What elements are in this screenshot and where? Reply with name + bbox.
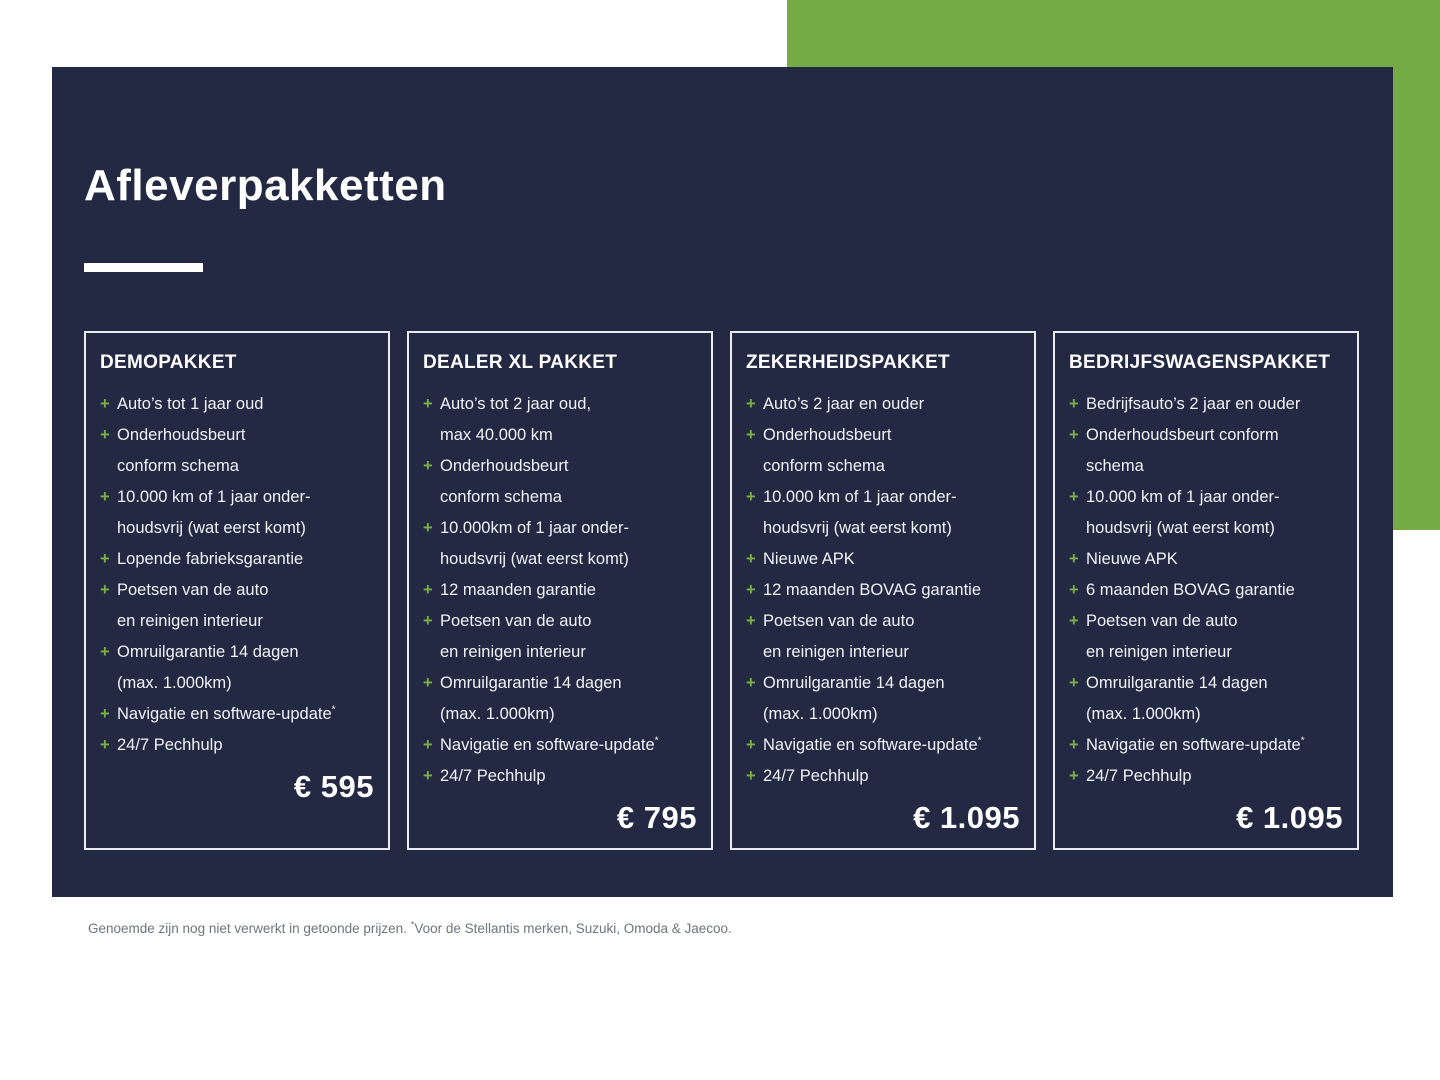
package-title: ZEKERHEIDSPAKKET — [746, 352, 950, 373]
feature-line — [423, 451, 697, 482]
feature-line — [423, 575, 697, 606]
feature-item — [100, 637, 374, 699]
feature-line — [1069, 761, 1343, 792]
page-title: Afleverpakketten — [84, 161, 447, 210]
feature-text: Bedrijfsauto’s 2 jaar en ouder — [1086, 395, 1301, 413]
feature-line — [746, 420, 1020, 451]
feature-line-continued: conform schema — [440, 488, 562, 506]
package-price: € 1.095 — [1236, 800, 1343, 835]
plus-bullet-icon: + — [423, 612, 433, 630]
plus-bullet-icon: + — [1069, 767, 1079, 785]
feature-line — [100, 637, 374, 668]
feature-text: Poetsen van de auto — [1086, 612, 1238, 630]
feature-item — [1069, 730, 1343, 761]
feature-item — [100, 420, 374, 482]
plus-bullet-icon: + — [1069, 426, 1079, 444]
feature-text: Poetsen van de auto — [117, 581, 269, 599]
feature-line — [1069, 606, 1343, 637]
feature-item — [746, 389, 1020, 420]
feature-item — [423, 730, 697, 761]
feature-item — [746, 420, 1020, 482]
plus-bullet-icon: + — [100, 643, 110, 661]
feature-item — [1069, 544, 1343, 575]
feature-line — [423, 730, 697, 761]
feature-text: 10.000 km of 1 jaar onder- — [1086, 488, 1280, 506]
package-price: € 1.095 — [913, 800, 1020, 835]
feature-text: Poetsen van de auto — [763, 612, 915, 630]
feature-text: Lopende fabrieksgarantie — [117, 550, 304, 568]
feature-item — [100, 575, 374, 637]
feature-text: Navigatie en software-update* — [763, 735, 982, 754]
feature-line-continued: houdsvrij (wat eerst komt) — [763, 519, 952, 537]
package-title: BEDRIJFSWAGENSPAKKET — [1069, 352, 1331, 373]
feature-line — [746, 668, 1020, 699]
plus-bullet-icon: + — [423, 395, 433, 413]
feature-line — [100, 482, 374, 513]
feature-line — [746, 482, 1020, 513]
feature-line — [1069, 730, 1343, 761]
feature-line — [100, 575, 374, 606]
asterisk-note-marker: * — [977, 735, 982, 747]
feature-item — [1069, 420, 1343, 482]
package-card — [407, 331, 713, 850]
plus-bullet-icon: + — [423, 457, 433, 475]
feature-line-continued: (max. 1.000km) — [117, 674, 232, 692]
feature-line — [746, 575, 1020, 606]
feature-item — [746, 606, 1020, 668]
feature-item — [746, 575, 1020, 606]
plus-bullet-icon: + — [423, 519, 433, 537]
plus-bullet-icon: + — [746, 612, 756, 630]
feature-line — [100, 389, 374, 420]
feature-item — [423, 668, 697, 730]
plus-bullet-icon: + — [746, 395, 756, 413]
feature-item — [100, 482, 374, 544]
asterisk-note-marker: * — [654, 735, 659, 747]
feature-text: Navigatie en software-update* — [1086, 735, 1305, 754]
feature-list — [100, 389, 374, 761]
plus-bullet-icon: + — [1069, 550, 1079, 568]
footnote: Genoemde zijn nog niet verwerkt in getoonde prijzen. *Voor de Stellantis merken, Suzuki, Omoda & Jaecoo. — [88, 919, 732, 936]
feature-text: Omruilgarantie 14 dagen — [1086, 674, 1268, 692]
plus-bullet-icon: + — [1069, 581, 1079, 599]
feature-line — [746, 606, 1020, 637]
feature-line — [1069, 544, 1343, 575]
feature-line — [1069, 482, 1343, 513]
feature-item — [746, 730, 1020, 761]
feature-text: Navigatie en software-update* — [117, 704, 336, 723]
asterisk-note-marker: * — [1300, 735, 1305, 747]
plus-bullet-icon: + — [100, 395, 110, 413]
feature-text: Omruilgarantie 14 dagen — [763, 674, 945, 692]
feature-line-continued: houdsvrij (wat eerst komt) — [117, 519, 306, 537]
feature-line-continued: (max. 1.000km) — [1086, 705, 1201, 723]
plus-bullet-icon: + — [100, 426, 110, 444]
plus-bullet-icon: + — [1069, 674, 1079, 692]
plus-bullet-icon: + — [100, 705, 110, 723]
feature-line — [423, 606, 697, 637]
package-card — [730, 331, 1036, 850]
feature-line — [1069, 575, 1343, 606]
feature-line — [1069, 420, 1343, 451]
plus-bullet-icon: + — [746, 426, 756, 444]
package-price: € 595 — [293, 769, 374, 804]
feature-item — [423, 761, 697, 792]
feature-text: 10.000km of 1 jaar onder- — [440, 519, 629, 537]
feature-item — [1069, 389, 1343, 420]
feature-item — [423, 575, 697, 606]
feature-text: Auto’s 2 jaar en ouder — [763, 395, 925, 413]
feature-line — [1069, 668, 1343, 699]
main-panel — [52, 67, 1393, 897]
feature-text: 24/7 Pechhulp — [1086, 767, 1192, 785]
feature-item — [746, 668, 1020, 730]
plus-bullet-icon: + — [100, 550, 110, 568]
feature-text: Navigatie en software-update* — [440, 735, 659, 754]
feature-text: Omruilgarantie 14 dagen — [117, 643, 299, 661]
plus-bullet-icon: + — [746, 488, 756, 506]
feature-item — [423, 606, 697, 668]
title-underline — [84, 263, 203, 272]
plus-bullet-icon: + — [746, 736, 756, 754]
feature-text: 10.000 km of 1 jaar onder- — [117, 488, 311, 506]
feature-line-continued: conform schema — [763, 457, 885, 475]
package-cards — [84, 331, 1359, 850]
plus-bullet-icon: + — [1069, 736, 1079, 754]
feature-text: Nieuwe APK — [1086, 550, 1178, 568]
plus-bullet-icon: + — [100, 581, 110, 599]
feature-text: 10.000 km of 1 jaar onder- — [763, 488, 957, 506]
feature-text: Poetsen van de auto — [440, 612, 592, 630]
feature-text: Onderhoudsbeurt — [117, 426, 246, 444]
feature-item — [423, 389, 697, 451]
feature-line — [746, 761, 1020, 792]
feature-line — [100, 420, 374, 451]
feature-text: 24/7 Pechhulp — [440, 767, 546, 785]
feature-item — [1069, 575, 1343, 606]
package-price: € 795 — [616, 800, 697, 835]
feature-line — [100, 730, 374, 761]
plus-bullet-icon: + — [423, 736, 433, 754]
feature-item — [100, 730, 374, 761]
plus-bullet-icon: + — [423, 767, 433, 785]
feature-line-continued: en reinigen interieur — [1086, 643, 1232, 661]
plus-bullet-icon: + — [1069, 395, 1079, 413]
feature-text: Auto’s tot 2 jaar oud, — [440, 395, 592, 413]
feature-item — [1069, 761, 1343, 792]
feature-line-continued: conform schema — [117, 457, 239, 475]
plus-bullet-icon: + — [1069, 488, 1079, 506]
package-title: DEMOPAKKET — [100, 352, 237, 373]
feature-text: 12 maanden BOVAG garantie — [763, 581, 981, 599]
feature-text: Onderhoudsbeurt conform — [1086, 426, 1279, 444]
feature-text: Nieuwe APK — [763, 550, 855, 568]
feature-line-continued: max 40.000 km — [440, 426, 553, 444]
feature-line — [100, 699, 374, 730]
plus-bullet-icon: + — [746, 674, 756, 692]
feature-line-continued: en reinigen interieur — [763, 643, 909, 661]
feature-line — [746, 544, 1020, 575]
plus-bullet-icon: + — [746, 581, 756, 599]
feature-line-continued: houdsvrij (wat eerst komt) — [440, 550, 629, 568]
feature-line — [423, 668, 697, 699]
feature-item — [1069, 482, 1343, 544]
plus-bullet-icon: + — [100, 736, 110, 754]
feature-line — [423, 389, 697, 420]
plus-bullet-icon: + — [100, 488, 110, 506]
feature-line-continued: en reinigen interieur — [440, 643, 586, 661]
feature-text: 24/7 Pechhulp — [117, 736, 223, 754]
feature-line — [746, 730, 1020, 761]
plus-bullet-icon: + — [746, 550, 756, 568]
feature-line — [423, 513, 697, 544]
feature-item — [423, 513, 697, 575]
feature-line — [1069, 389, 1343, 420]
feature-item — [100, 389, 374, 420]
feature-line — [746, 389, 1020, 420]
asterisk-note-marker: * — [331, 704, 336, 716]
plus-bullet-icon: + — [423, 581, 433, 599]
package-card — [84, 331, 390, 850]
feature-item — [1069, 668, 1343, 730]
feature-line-continued: en reinigen interieur — [117, 612, 263, 630]
plus-bullet-icon: + — [746, 767, 756, 785]
feature-item — [746, 482, 1020, 544]
asterisk-note-marker: * — [410, 919, 415, 931]
feature-text: Onderhoudsbeurt — [763, 426, 892, 444]
feature-list — [746, 389, 1020, 792]
feature-text: 6 maanden BOVAG garantie — [1086, 581, 1295, 599]
feature-text: 24/7 Pechhulp — [763, 767, 869, 785]
feature-item — [1069, 606, 1343, 668]
feature-item — [100, 544, 374, 575]
feature-line-continued: (max. 1.000km) — [763, 705, 878, 723]
feature-item — [423, 451, 697, 513]
feature-line-continued: (max. 1.000km) — [440, 705, 555, 723]
feature-line-continued: houdsvrij (wat eerst komt) — [1086, 519, 1275, 537]
feature-line-continued: schema — [1086, 457, 1144, 475]
package-title: DEALER XL PAKKET — [423, 352, 618, 373]
feature-text: Onderhoudsbeurt — [440, 457, 569, 475]
package-card — [1053, 331, 1359, 850]
feature-text: 12 maanden garantie — [440, 581, 596, 599]
feature-list — [1069, 389, 1343, 792]
feature-line — [423, 761, 697, 792]
plus-bullet-icon: + — [1069, 612, 1079, 630]
feature-list — [423, 389, 697, 792]
feature-text: Auto’s tot 1 jaar oud — [117, 395, 264, 413]
feature-item — [746, 544, 1020, 575]
feature-line — [100, 544, 374, 575]
plus-bullet-icon: + — [423, 674, 433, 692]
feature-item — [746, 761, 1020, 792]
feature-item — [100, 699, 374, 730]
feature-text: Omruilgarantie 14 dagen — [440, 674, 622, 692]
